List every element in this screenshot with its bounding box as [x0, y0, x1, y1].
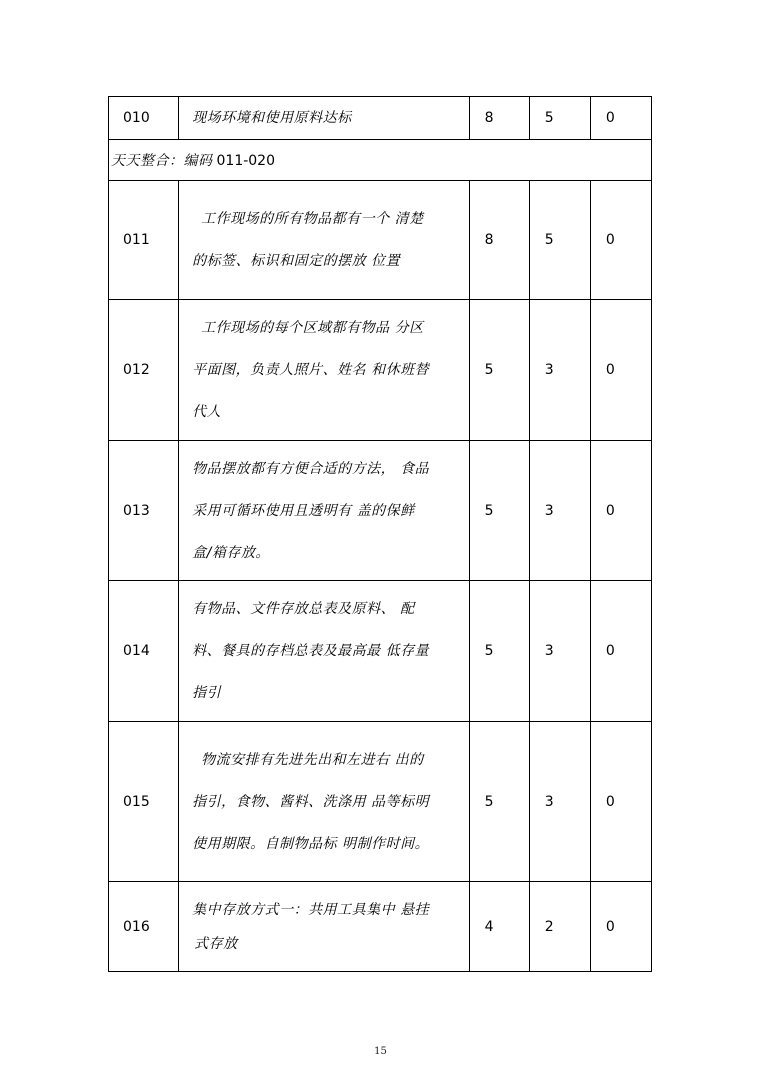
score-partial: 3 — [529, 441, 590, 581]
item-description — [179, 722, 470, 882]
item-description — [179, 882, 470, 972]
score-zero: 0 — [590, 441, 651, 581]
description-line: 代人 — [192, 404, 222, 420]
score-full: 5 — [469, 581, 529, 722]
item-code: 012 — [109, 300, 179, 441]
description-line: 工作现场的所有物品都有一个 清楚 — [201, 211, 424, 227]
score-partial: 2 — [529, 882, 590, 972]
description-line: 指引，食物、酱料、洗涤用 品等标明 — [192, 793, 430, 810]
item-code: 015 — [109, 722, 179, 882]
section-code-range: 011-020 — [216, 153, 275, 169]
description-line: 有物品、文件存放总表及原料、 配 — [192, 601, 415, 617]
item-code: 013 — [109, 441, 179, 581]
score-zero: 0 — [590, 97, 651, 140]
description-line: 物流安排有先进先出和左进右 出的 — [201, 751, 424, 768]
table-row — [109, 722, 652, 882]
score-partial: 3 — [529, 722, 590, 882]
item-code: 011 — [109, 181, 179, 300]
score-zero: 0 — [590, 882, 651, 972]
description-line: 采用可循环使用且透明有 盖的保鲜 — [192, 502, 415, 519]
item-code: 010 — [109, 97, 179, 140]
description-line: 现场环境和使用原料达标 — [192, 110, 352, 126]
description-line: 平面图，负责人照片、姓名 和休班替 — [192, 362, 430, 378]
table-row — [109, 882, 652, 972]
score-zero: 0 — [590, 581, 651, 722]
section-label: 天天整合：编码 — [111, 153, 213, 169]
score-zero: 0 — [590, 300, 651, 441]
scoring-table — [108, 96, 652, 972]
description-line: 指引 — [192, 685, 222, 701]
item-description — [179, 581, 470, 722]
description-line: 工作现场的每个区域都有物品 分区 — [201, 320, 424, 336]
score-full: 5 — [469, 722, 529, 882]
table-row — [109, 581, 652, 722]
score-partial: 3 — [529, 581, 590, 722]
score-partial: 5 — [529, 97, 590, 140]
item-code: 014 — [109, 581, 179, 722]
score-full: 8 — [469, 181, 529, 300]
description-line: 物品摆放都有方便合适的方法， 食品 — [192, 460, 430, 477]
item-description — [179, 441, 470, 581]
page-number: 15 — [374, 1046, 387, 1057]
score-partial: 5 — [529, 181, 590, 300]
score-full: 4 — [469, 882, 529, 972]
score-partial: 3 — [529, 300, 590, 441]
score-full: 5 — [469, 441, 529, 581]
table-row — [109, 441, 652, 581]
section-header-row — [109, 140, 652, 181]
table-row — [109, 97, 652, 140]
item-code: 016 — [109, 882, 179, 972]
item-description — [179, 97, 470, 140]
description-line: 料、餐具的存档总表及最高最 低存量 — [192, 643, 430, 659]
table-row — [109, 300, 652, 441]
item-description — [179, 300, 470, 441]
score-full: 5 — [469, 300, 529, 441]
description-line: 盒/箱存放。 — [192, 544, 270, 561]
section-header — [109, 140, 652, 181]
score-full: 8 — [469, 97, 529, 140]
item-description — [179, 181, 470, 300]
description-line: 使用期限。自制物品标 明制作时间。 — [192, 835, 430, 852]
score-zero: 0 — [590, 722, 651, 882]
description-line: 集中存放方式一：共用工具集中 悬挂 — [192, 901, 430, 918]
score-zero: 0 — [590, 181, 651, 300]
description-line: 的标签、标识和固定的摆放 位置 — [192, 253, 401, 269]
table-row — [109, 181, 652, 300]
description-line: 式存放 — [194, 935, 238, 952]
